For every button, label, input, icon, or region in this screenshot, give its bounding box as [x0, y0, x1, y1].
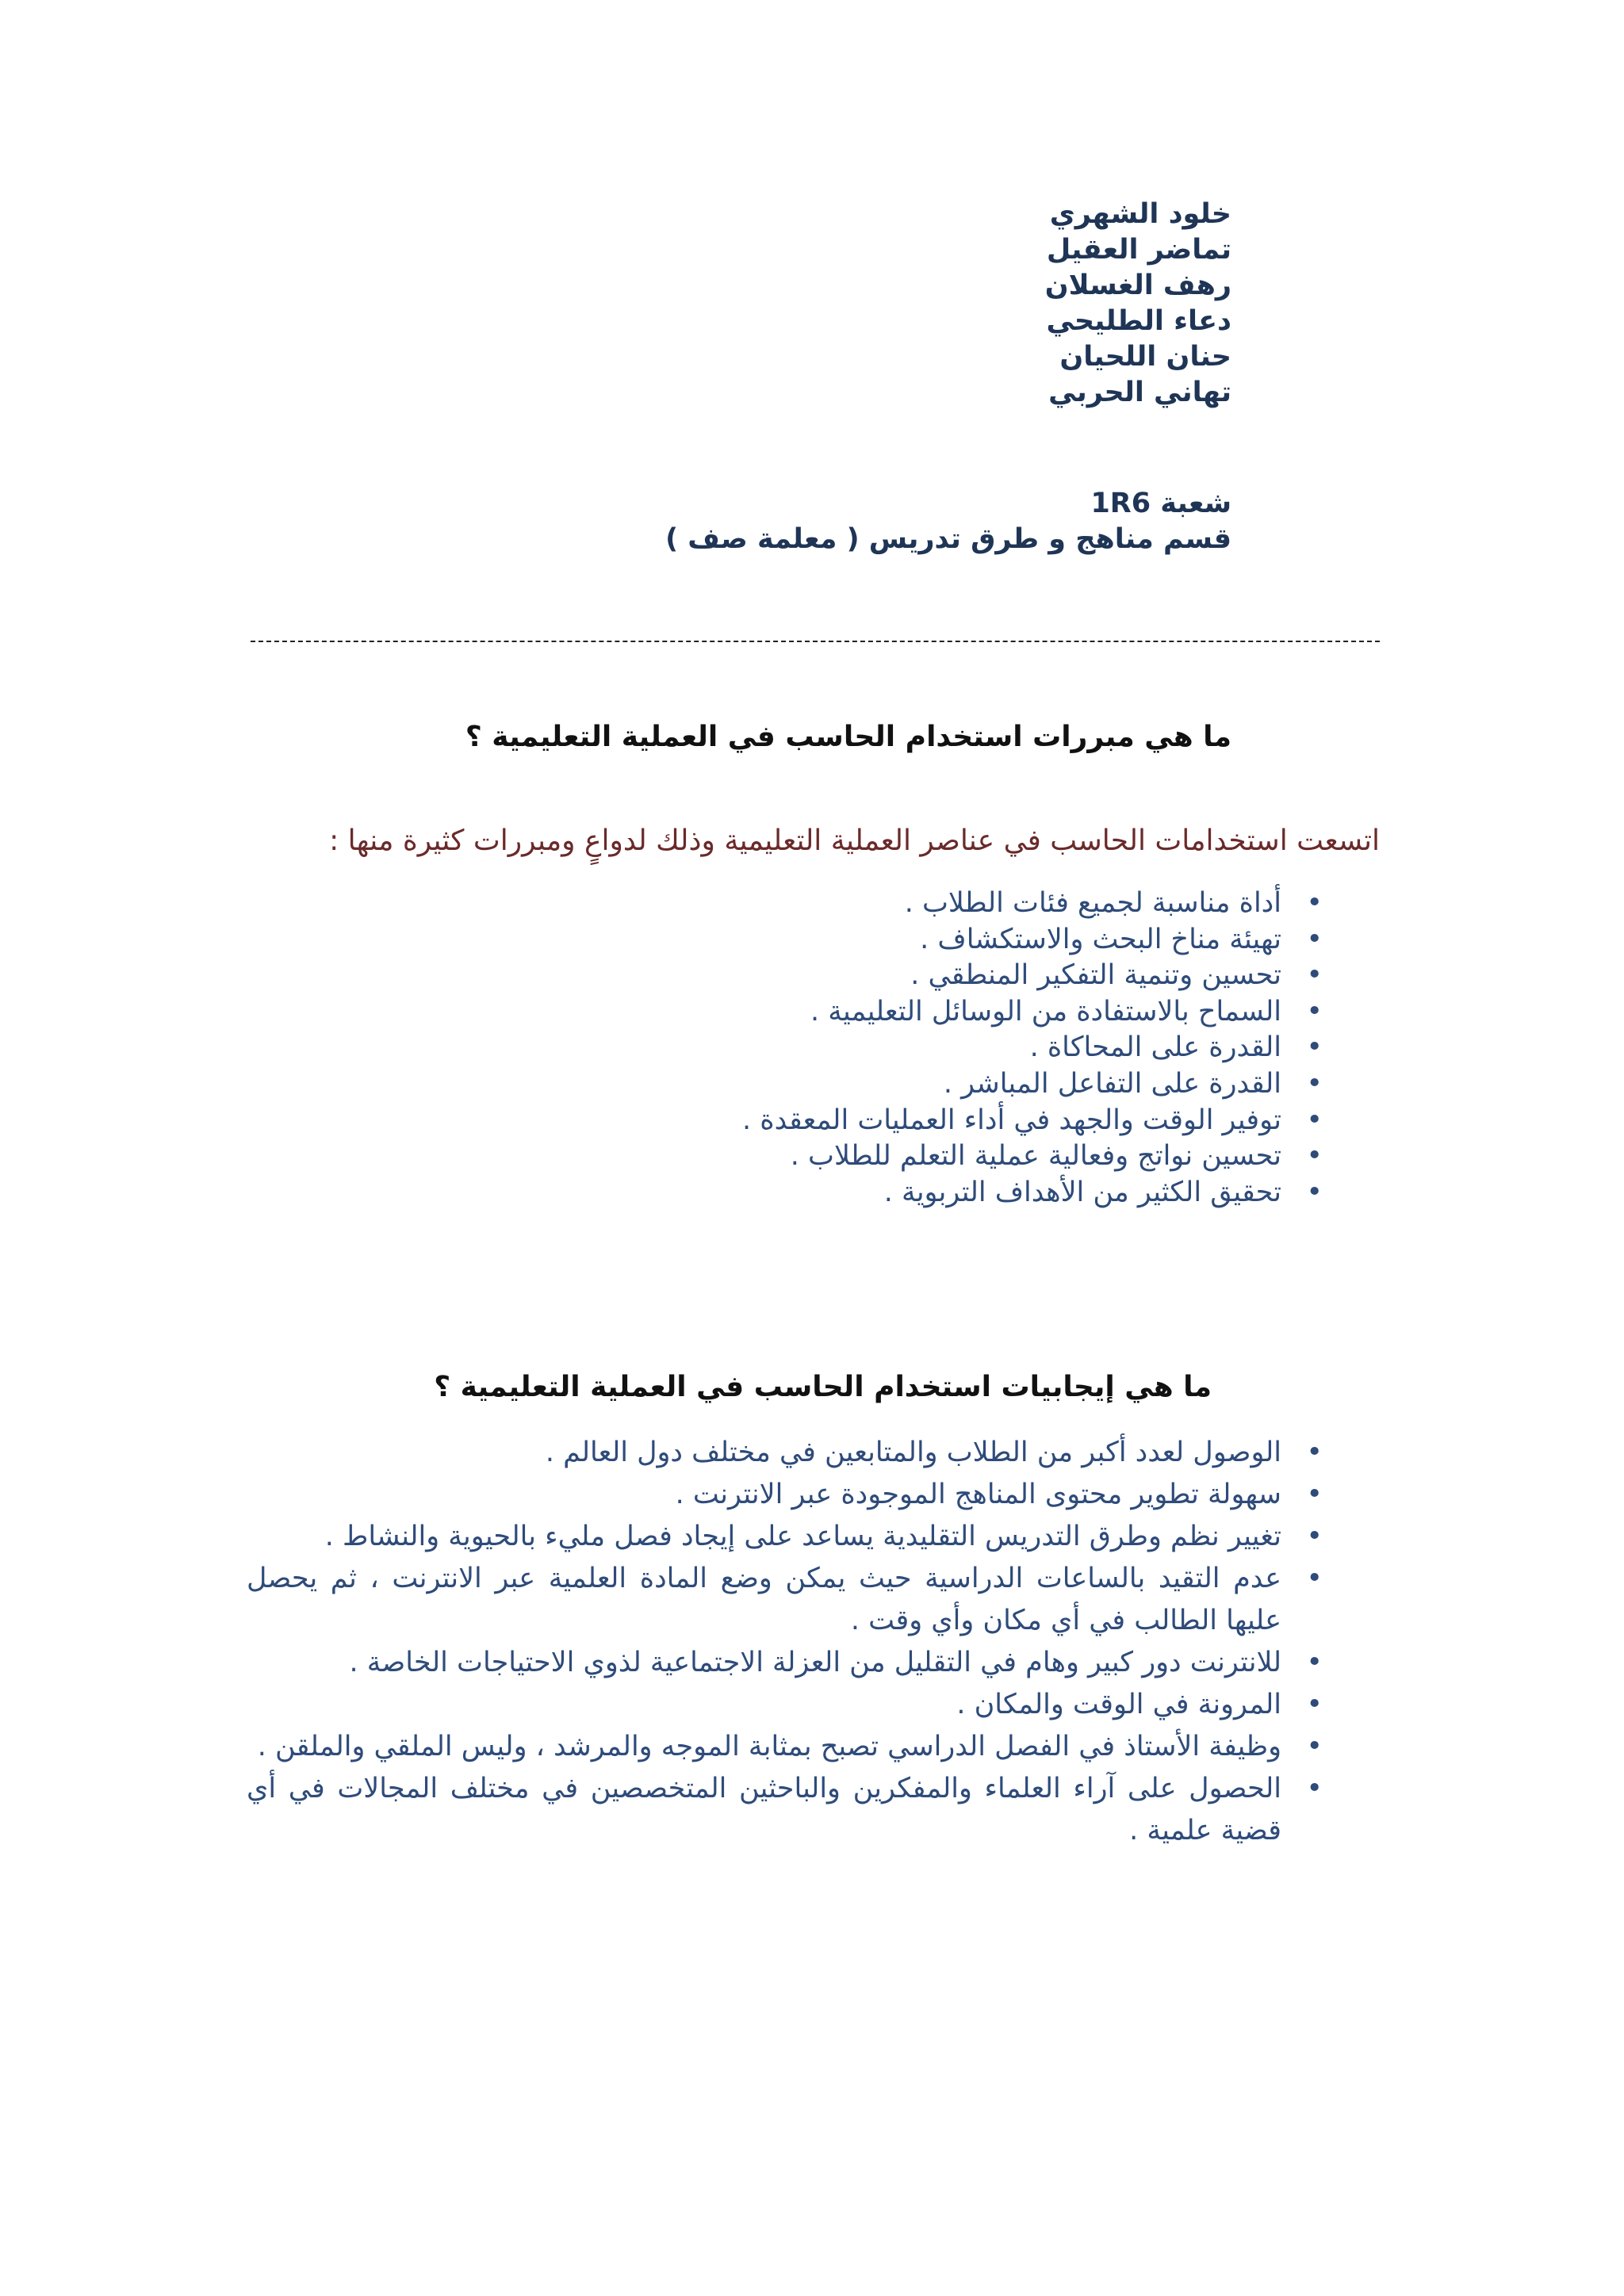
- list-item: • أداة مناسبة لجميع فئات الطلاب .: [409, 886, 1281, 922]
- bullet-icon: •: [1306, 1140, 1323, 1173]
- dashed-divider: [251, 641, 1380, 642]
- author-name: خلود الشهري: [1049, 198, 1231, 230]
- bullet-icon: •: [1306, 1647, 1323, 1678]
- author-names: [518, 197, 1231, 411]
- author-name: تماضر العقيل: [1046, 234, 1231, 266]
- bullet-icon: •: [1306, 1773, 1323, 1804]
- author-name: رهف الغسلان: [1044, 270, 1231, 301]
- list-item: • للانترنت دور كبير وهام في التقليل من العزلة الاجتماعية لذوي الاحتياجات الخاصة .: [247, 1642, 1281, 1684]
- list-item: • تغيير نظم وطرق التدريس التقليدية يساعد على إيجاد فصل مليء بالحيوية والنشاط .: [247, 1516, 1281, 1558]
- author-name: دعاء الطليحي: [1046, 305, 1231, 337]
- bullet-icon: •: [1306, 1521, 1323, 1552]
- author-name: تهاني الحربي: [1048, 377, 1231, 408]
- question-heading-justifications: ما هي مبررات استخدام الحاسب في العملية التعليمية ؟: [465, 721, 1231, 753]
- department-label: قسم مناهج و طرق تدريس ( معلمة صف ): [665, 523, 1231, 555]
- bullet-icon: •: [1306, 923, 1323, 955]
- list-item: • السماح بالاستفادة من الوسائل التعليمية .: [409, 994, 1281, 1031]
- bullet-icon: •: [1306, 1067, 1323, 1100]
- bullet-icon: •: [1306, 1104, 1323, 1136]
- bullet-icon: •: [1306, 1031, 1323, 1064]
- list-item: • عدم التقيد بالساعات الدراسية حيث يمكن وضع المادة العلمية عبر الانترنت ، ثم يحصل عليها الطالب في أي مكان وأي وقت .: [247, 1558, 1281, 1642]
- bullet-icon: •: [1306, 995, 1323, 1027]
- bullet-icon: •: [1306, 959, 1323, 992]
- bullet-icon: •: [1306, 1563, 1323, 1594]
- list-item: • القدرة على المحاكاة .: [409, 1030, 1281, 1066]
- bullet-icon: •: [1306, 887, 1323, 919]
- advantages-list: [247, 1432, 1323, 1852]
- justifications-list: [409, 886, 1323, 1211]
- list-item: • تهيئة مناخ البحث والاستكشاف .: [409, 922, 1281, 959]
- list-item: • القدرة على التفاعل المباشر .: [409, 1066, 1281, 1103]
- question-heading-advantages: ما هي إيجابيات استخدام الحاسب في العملية التعليمية ؟: [434, 1371, 1212, 1403]
- list-item: • الوصول لعدد أكبر من الطلاب والمتابعين في مختلف دول العالم .: [247, 1432, 1281, 1474]
- list-item: • المرونة في الوقت والمكان .: [247, 1684, 1281, 1726]
- list-item: • الحصول على آراء العلماء والمفكرين والباحثين المتخصصين في مختلف المجالات في أي قضية علمية .: [247, 1768, 1281, 1852]
- list-item: • تحقيق الكثير من الأهداف التربوية .: [409, 1175, 1281, 1211]
- bullet-icon: •: [1306, 1479, 1323, 1510]
- list-item: • وظيفة الأستاذ في الفصل الدراسي تصبح بمثابة الموجه والمرشد ، وليس الملقي والملقن .: [247, 1726, 1281, 1768]
- author-name: حنان اللحيان: [1059, 341, 1231, 373]
- class-info: [359, 486, 1231, 557]
- list-item: • تحسين نواتج وفعالية عملية التعلم للطلاب .: [409, 1138, 1281, 1175]
- list-item: • توفير الوقت والجهد في أداء العمليات المعقدة .: [409, 1103, 1281, 1139]
- section-label: شعبة 1R6: [1090, 488, 1231, 519]
- bullet-icon: •: [1306, 1437, 1323, 1468]
- bullet-icon: •: [1306, 1689, 1323, 1720]
- bullet-icon: •: [1306, 1176, 1323, 1208]
- intro-paragraph: اتسعت استخدامات الحاسب في عناصر العملية التعليمية وذلك لدواعٍ ومبررات كثيرة منها :: [329, 825, 1380, 857]
- bullet-icon: •: [1306, 1731, 1323, 1762]
- list-item: • تحسين وتنمية التفكير المنطقي .: [409, 958, 1281, 994]
- list-item: • سهولة تطوير محتوى المناهج الموجودة عبر الانترنت .: [247, 1474, 1281, 1516]
